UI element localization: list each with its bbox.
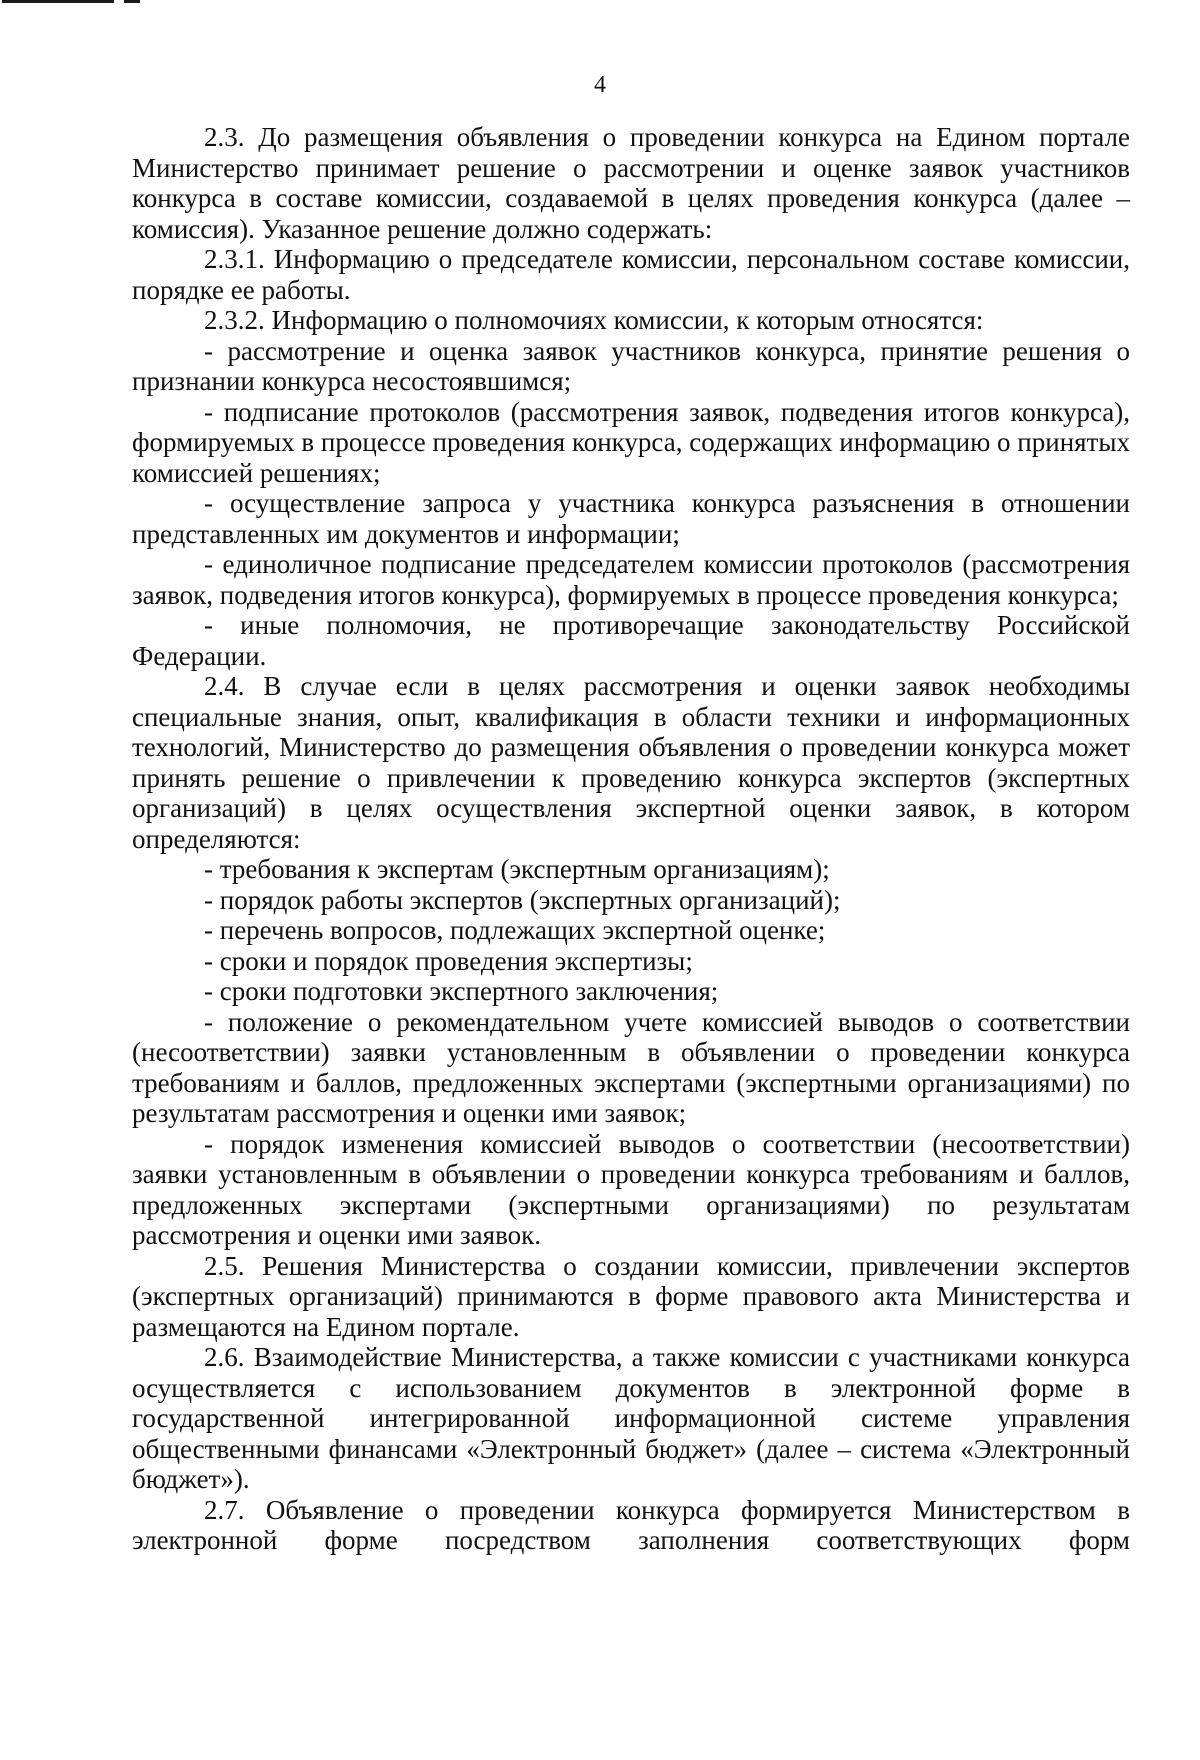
paragraph-2-7: 2.7. Объявление о проведении конкурса формируется Министерством в электронной форме посредством заполнения соответствующих форм [132,1494,1130,1555]
page-number: 4 [594,72,606,98]
paragraph-2-4: 2.4. В случае если в целях рассмотрения и оценки заявок необходимы специальные знания, опыт, квалификация в области техники и информационных технологий, Министерство до размещения объявления о проведении конкурса может принять решение о привлечении к проведению конкурса экспертов (экспертных организаций) в целях осуществления экспертной оценки заявок, в котором определяются: [132,671,1130,854]
list-item: - порядок изменения комиссией выводов о соответствии (несоответствии) заявки установленным в объявлении о проведении конкурса требованиям и баллов, предложенных экспертами (экспертными организациями) по результатам рассмотрения и оценки ими заявок. [132,1128,1130,1250]
list-item: - сроки и порядок проведения экспертизы; [204,945,693,976]
list-item: - сроки подготовки экспертного заключения; [204,976,719,1006]
list-item: - перечень вопросов, подлежащих экспертной оценке; [204,915,826,945]
list-item: - положение о рекомендательном учете комиссией выводов о соответствии (несоответствии) заявки установленным в объявлении о проведении конкурса требованиям и баллов, предложенных экспертами (экспертными организациями) по результатам рассмотрения и оценки ими заявок; [132,1006,1130,1128]
list-item: - подписание протоколов (рассмотрения заявок, подведения итогов конкурса), формируемых в процессе проведения конкурса, содержащих информацию о принятых комиссией решениях; [132,396,1130,488]
scan-edge-mark [2,0,152,4]
list-item: - порядок работы экспертов (экспертных организаций); [204,884,841,915]
list-item: - иные полномочия, не противоречащие законодательству Российской Федерации. [132,610,1130,671]
list-item: - единоличное подписание председателем комиссии протоколов (рассмотрения заявок, подведения итогов конкурса), формируемых в процессе проведения конкурса; [132,549,1130,610]
list-item: - требования к экспертам (экспертным организациям); [204,854,830,884]
paragraph-2-3: 2.3. До размещения объявления о проведении конкурса на Едином портале Министерство принимает решение о рассмотрении и оценке заявок участников конкурса в составе комиссии, создаваемой в целях проведения конкурса (далее – комиссия). Указанное решение должно содержать: [132,122,1130,244]
paragraph-2-3-1: 2.3.1. Информацию о председателе комиссии, персональном составе комиссии, порядке ее работы. [132,244,1130,305]
paragraph-2-3-2: 2.3.2. Информацию о полномочиях комиссии, к которым относятся: [204,305,984,335]
paragraph-2-5: 2.5. Решения Министерства о создании комиссии, привлечении экспертов (экспертных организаций) принимаются в форме правового акта Министерства и размещаются на Едином портале. [132,1250,1130,1342]
document-body [132,122,1130,1556]
list-item: - рассмотрение и оценка заявок участников конкурса, принятие решения о признании конкурса несостоявшимся; [132,335,1130,396]
paragraph-2-6: 2.6. Взаимодействие Министерства, а также комиссии с участниками конкурса осуществляется с использованием документов в электронной форме в государственной интегрированной информационной системе управления общественными финансами «Электронный бюджет» (далее – система «Электронный бюджет»). [132,1342,1130,1494]
list-item: - осуществление запроса у участника конкурса разъяснения в отношении представленных им документов и информации; [132,488,1130,549]
